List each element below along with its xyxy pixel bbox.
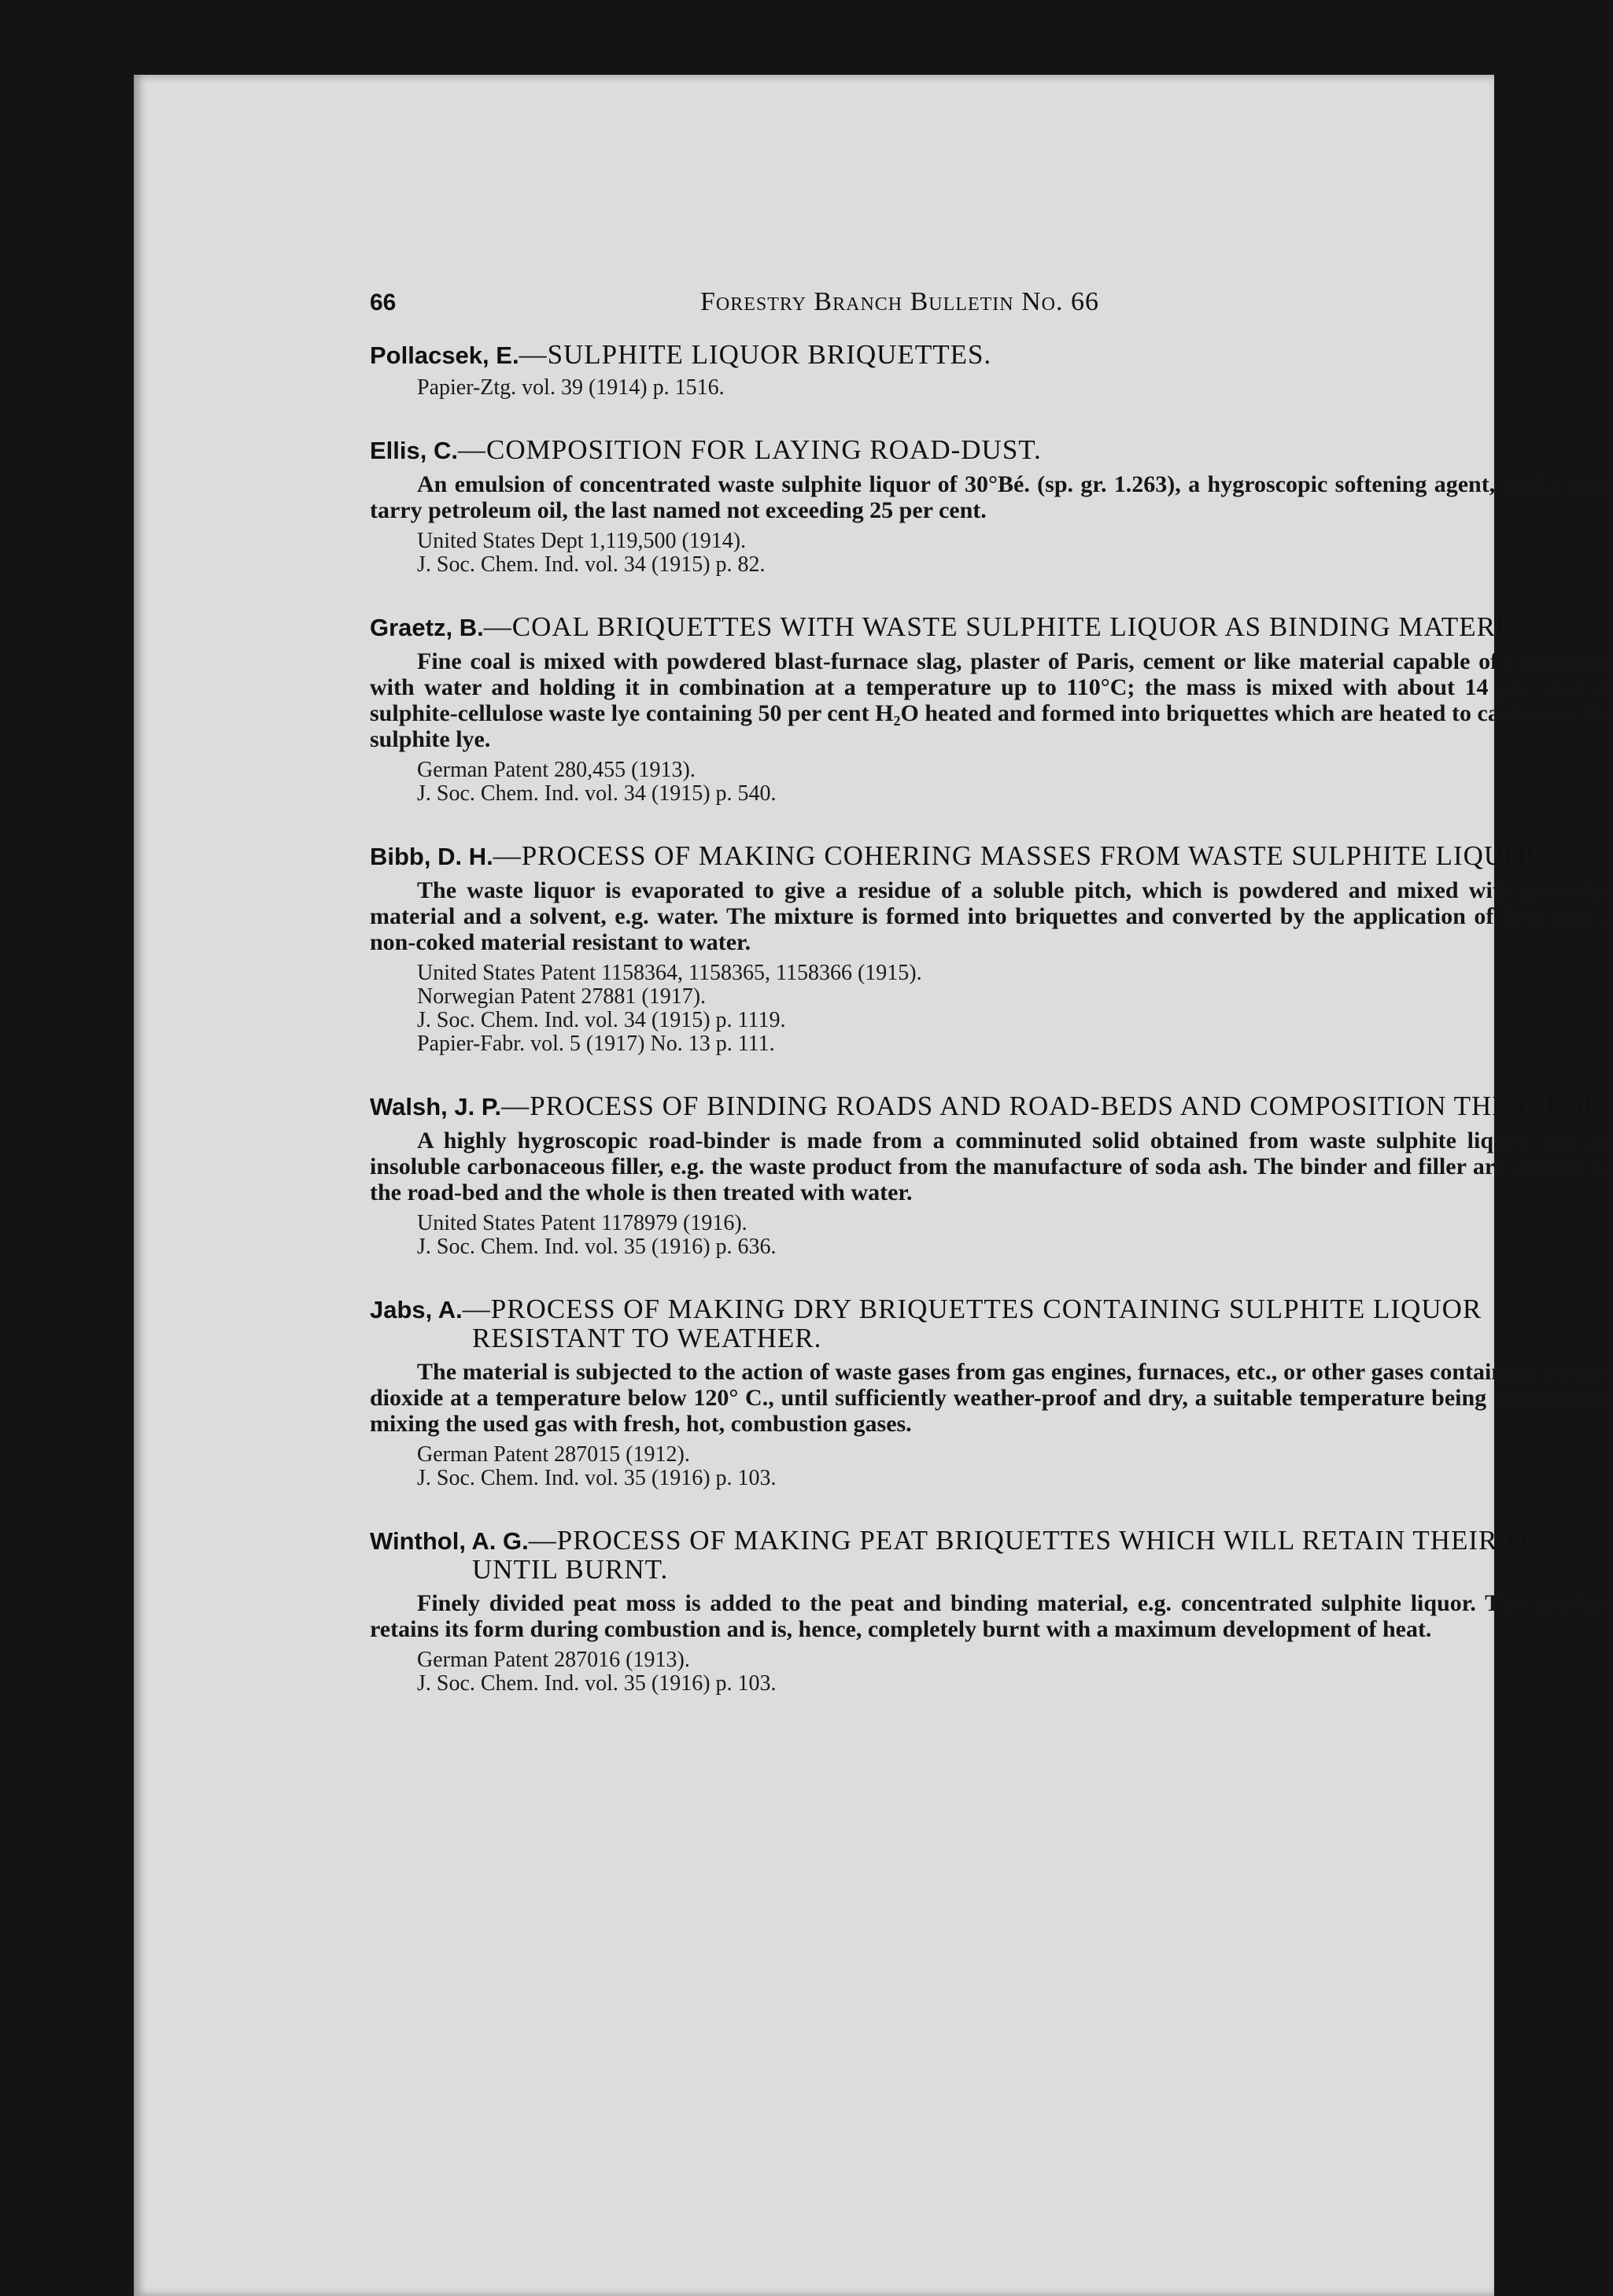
bibliography-entry	[370, 613, 1613, 806]
entry-author: Walsh, J. P.	[370, 1093, 502, 1120]
entry-heading	[370, 341, 1613, 370]
entry-references	[370, 530, 1613, 577]
entry-abstract: An emulsion of concentrated waste sulphite liquor of 30°Bé. (sp. gr. 1.263), a hygroscopic softening agent, and a non-tarry petroleum oil, the last named not exceeding 25 per cent.	[370, 471, 1613, 523]
reference-line: German Patent 280,455 (1913).	[417, 758, 696, 782]
entry-heading	[370, 1092, 1613, 1121]
entry-author: Jabs, A.	[370, 1296, 463, 1323]
entry-author: Bibb, D. H.	[370, 843, 493, 870]
entry-references	[370, 1648, 1613, 1696]
reference-line: J. Soc. Chem. Ind. vol. 35 (1916) p. 636.	[417, 1235, 777, 1259]
reference-line: United States Patent 1158364, 1158365, 1158366 (1915).	[417, 961, 922, 985]
entry-references	[370, 1443, 1613, 1490]
entry-heading	[370, 1295, 1613, 1353]
entry-title: PROCESS OF MAKING COHERING MASSES FROM WASTE SULPHITE LIQUOR.	[521, 840, 1552, 871]
reference-line: German Patent 287016 (1913).	[417, 1648, 690, 1672]
page-header	[370, 287, 1613, 317]
entry-references	[370, 376, 1613, 400]
bibliography-entry	[370, 1295, 1613, 1490]
entry-heading	[370, 613, 1613, 642]
entry-author: Winthol, A. G.	[370, 1527, 529, 1555]
reference-line: United States Dept 1,119,500 (1914).	[417, 529, 747, 553]
entry-author: Graetz, B.	[370, 614, 484, 641]
entry-dash: —	[493, 840, 522, 871]
entry-dash: —	[462, 1294, 491, 1324]
entry-dash: —	[501, 1091, 530, 1121]
entry-title: COAL BRIQUETTES WITH WASTE SULPHITE LIQUOR AS BINDING MATERIAL.	[511, 611, 1552, 642]
entry-abstract: A highly hygroscopic road-binder is made from a comminuted solid obtained from waste sulphite liquor and an insoluble carbonaceous filler, e.g. the waste product from the manufacture of soda ash. The binder and filler are applied to the road-bed and the whole is then treated with water.	[370, 1128, 1613, 1205]
entry-title: PROCESS OF BINDING ROADS AND ROAD-BEDS AND COMPOSITION THEREFOR.	[530, 1091, 1611, 1121]
entry-title: PROCESS OF MAKING PEAT BRIQUETTES WHICH WILL RETAIN THEIR FORM UNTIL BURNT.	[472, 1525, 1587, 1585]
entry-heading	[370, 1526, 1613, 1584]
entry-dash: —	[528, 1525, 557, 1556]
bibliography-entry	[370, 1092, 1613, 1259]
entry-dash: —	[483, 611, 512, 642]
entry-dash: —	[519, 339, 548, 370]
entry-references	[370, 962, 1613, 1056]
reference-line: United States Patent 1178979 (1916).	[417, 1211, 747, 1235]
book-page	[134, 75, 1613, 2296]
running-head: Forestry Branch Bulletin No. 66	[700, 287, 1099, 316]
reference-line: Papier-Fabr. vol. 5 (1917) No. 13 p. 111.	[417, 1032, 775, 1056]
bibliography-entry	[370, 1526, 1613, 1696]
page-number: 66	[370, 290, 397, 316]
reference-line: Papier-Ztg. vol. 39 (1914) p. 1516.	[417, 375, 725, 400]
entry-author: Pollacsek, E.	[370, 341, 519, 369]
reference-line: J. Soc. Chem. Ind. vol. 34 (1915) p. 1119.	[417, 1008, 786, 1032]
entry-title: PROCESS OF MAKING DRY BRIQUETTES CONTAINING SULPHITE LIQUOR RESISTANT TO WEATHER.	[472, 1294, 1482, 1353]
entry-abstract: The waste liquor is evaporated to give a residue of a soluble pitch, which is powdered and mixed with granular material and a solvent, e.g. water. The mixture is formed into briquettes and converted by the application of heat into a non-coked material resistant to water.	[370, 877, 1613, 955]
reference-line: German Patent 287015 (1912).	[417, 1442, 690, 1467]
entry-title: COMPOSITION FOR LAYING ROAD-DUST.	[485, 434, 1042, 465]
entry-title: SULPHITE LIQUOR BRIQUETTES.	[547, 339, 992, 370]
bibliography-entry	[370, 436, 1613, 577]
entry-heading	[370, 436, 1613, 465]
entry-references	[370, 1212, 1613, 1259]
entry-abstract: Fine coal is mixed with powdered blast-furnace slag, plaster of Paris, cement or like material capable of combining with water and holding it in combination at a temperature up to 110°C; the mass is mixed with about 14 per cent of sulphite-cellulose waste lye containing 50 per cent H₂O heated and formed into briquettes which are heated to carbonize the sulphite lye.	[370, 648, 1613, 752]
bibliography-entries	[370, 341, 1613, 1696]
reference-line: J. Soc. Chem. Ind. vol. 35 (1916) p. 103.	[417, 1466, 777, 1490]
reference-line: J. Soc. Chem. Ind. vol. 34 (1915) p. 540.	[417, 781, 777, 806]
bibliography-entry	[370, 341, 1613, 400]
entry-abstract: Finely divided peat moss is added to the peat and binding material, e.g. concentrated sulphite liquor. The product retains its form during combustion and is, hence, completely burnt with a maximum development of heat.	[370, 1590, 1613, 1642]
entry-abstract: The material is subjected to the action of waste gases from gas engines, furnaces, etc., or other gases containing carbon dioxide at a temperature below 120° C., until sufficiently weather-proof and dry, a suitable temperature being obtained by mixing the used gas with fresh, hot, combustion gases.	[370, 1359, 1613, 1437]
entry-heading	[370, 842, 1613, 871]
bibliography-entry	[370, 842, 1613, 1056]
reference-line: J. Soc. Chem. Ind. vol. 35 (1916) p. 103.	[417, 1671, 777, 1696]
entry-references	[370, 759, 1613, 806]
entry-dash: —	[457, 434, 486, 465]
entry-author: Ellis, C.	[370, 437, 458, 464]
page-content	[370, 287, 1613, 1696]
reference-line: J. Soc. Chem. Ind. vol. 34 (1915) p. 82.	[417, 552, 766, 577]
reference-line: Norwegian Patent 27881 (1917).	[417, 984, 707, 1009]
